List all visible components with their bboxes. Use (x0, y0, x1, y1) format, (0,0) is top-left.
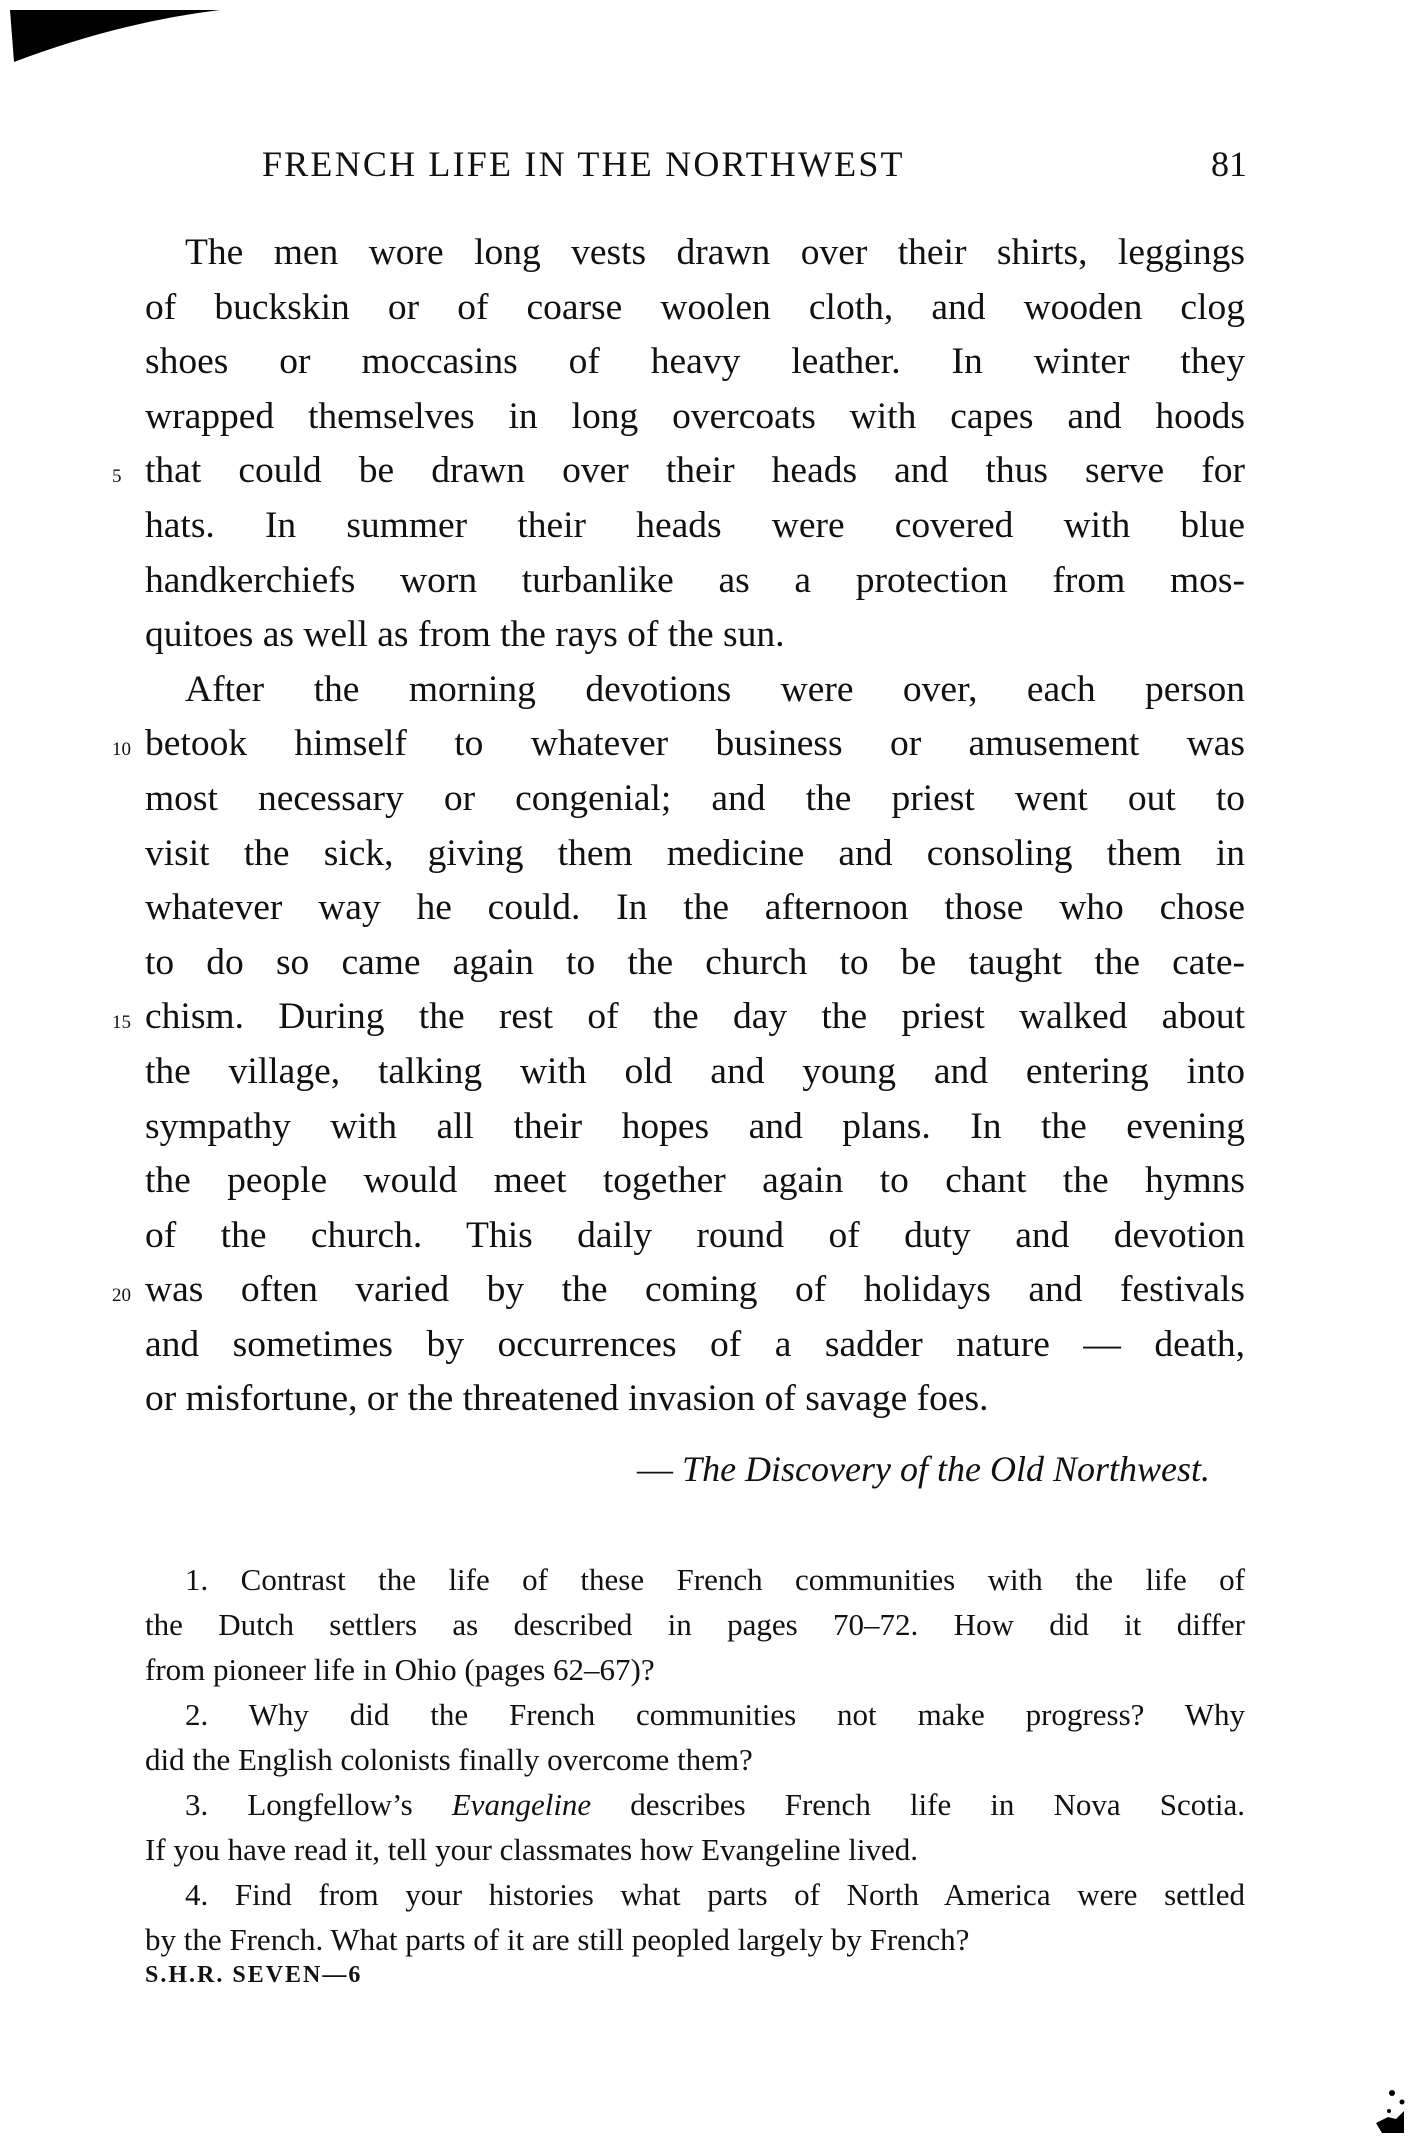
source-attribution (500, 1448, 1210, 1490)
page-number: 81 (1211, 144, 1247, 184)
text-line: 10 betook himself to whatever business or amusement was (145, 717, 1245, 772)
text-line: After the morning devotions were over, each person (185, 668, 1245, 710)
question-line: If you have read it, tell your classmates how Evangeline lived. (145, 1832, 919, 1867)
line-number: 15 (112, 1012, 131, 1034)
scan-speck-artifact (1370, 2085, 1410, 2135)
body-text (112, 226, 1245, 1427)
text-line: visit the sick, giving them medicine and consoling them in (145, 832, 1245, 874)
question-line: 3. Longfellow’s Evangeline describes French life in Nova Scotia. (185, 1787, 1245, 1822)
book-title: Evangeline (451, 1787, 592, 1822)
text-line: of buckskin or of coarse woolen cloth, and wooden clog (145, 286, 1245, 328)
text-line: 15 chism. During the rest of the day the priest walked about (145, 990, 1245, 1045)
text-line: and sometimes by occurrences of a sadder nature — death, (145, 1323, 1245, 1365)
text-line: the people would meet together again to chant the hymns (145, 1160, 1245, 1202)
attribution-source: The Discovery of the Old Northwest. (682, 1449, 1210, 1489)
text-line: or misfortune, or the threatened invasion of savage foes. (145, 1378, 989, 1420)
study-questions (145, 1557, 1245, 1962)
text-line: 5 that could be drawn over their heads and thus serve for (145, 444, 1245, 499)
question-line: from pioneer life in Ohio (pages 62–67)? (145, 1652, 655, 1687)
text-line: shoes or moccasins of heavy leather. In winter they (145, 341, 1245, 383)
text-line: wrapped themselves in long overcoats with capes and hoods (145, 395, 1245, 437)
text-line: hats. In summer their heads were covered with blue (145, 504, 1245, 546)
text-line: of the church. This daily round of duty and devotion (145, 1214, 1245, 1256)
line-number: 5 (112, 466, 122, 488)
text-line: most necessary or congenial; and the priest went out to (145, 777, 1245, 819)
attribution-dash: — (637, 1449, 683, 1489)
question-line: 1. Contrast the life of these French communities with the life of (185, 1562, 1245, 1597)
text-line: to do so came again to the church to be taught the cate- (145, 941, 1245, 983)
text-line: the village, talking with old and young and entering into (145, 1050, 1245, 1092)
line-number: 20 (112, 1285, 131, 1307)
text-line: whatever way he could. In the afternoon those who chose (145, 887, 1245, 929)
scan-corner-artifact (0, 0, 230, 70)
text-line: sympathy with all their hopes and plans. In the evening (145, 1105, 1245, 1147)
text-line: handkerchiefs worn turbanlike as a protection from mos- (145, 559, 1245, 601)
question-line: the Dutch settlers as described in pages 70–72. How did it differ (145, 1607, 1245, 1642)
printer-signature: S.H.R. SEVEN—6 (145, 1962, 363, 1988)
question-line: 2. Why did the French communities not make progress? Why (185, 1697, 1245, 1732)
question-line: by the French. What parts of it are still peopled largely by French? (145, 1922, 970, 1957)
line-number: 10 (112, 739, 131, 761)
text-line: quitoes as well as from the rays of the sun. (145, 614, 785, 656)
question-line: did the English colonists finally overcome them? (145, 1742, 753, 1777)
text-line: 20 was often varied by the coming of holidays and festivals (145, 1263, 1245, 1318)
running-head (262, 143, 1247, 189)
text-line: The men wore long vests drawn over their shirts, leggings (185, 232, 1245, 273)
chapter-title: FRENCH LIFE IN THE NORTHWEST (262, 144, 905, 184)
question-line: 4. Find from your histories what parts of North America were settled (185, 1877, 1245, 1912)
